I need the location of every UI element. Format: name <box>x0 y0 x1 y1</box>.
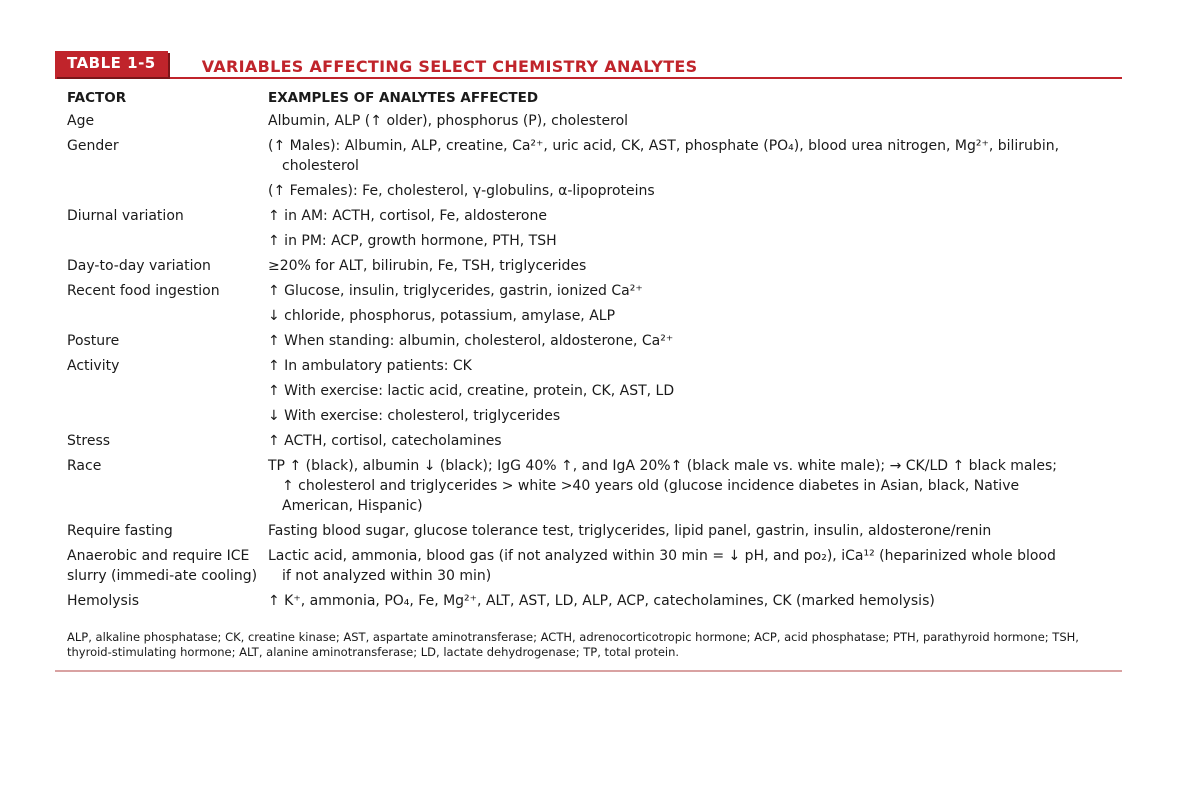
factor-column-header: FACTOR <box>67 90 127 106</box>
examples-cell <box>268 281 1068 331</box>
example-line: (↑ Males): Albumin, ALP, creatine, Ca²⁺, uric acid, CK, AST, phosphate (PO₄), blood urea nitrogen, Mg²⁺, bilirubin, cholesterol <box>268 138 1060 174</box>
examples-cell <box>268 546 1068 591</box>
example-line: ↑ K⁺, ammonia, PO₄, Fe, Mg²⁺, ALT, AST, LD, ALP, ACP, catecholamines, CK (marked hemolysis) <box>268 593 935 609</box>
bottom-divider <box>55 670 1122 672</box>
example-line: ↑ Glucose, insulin, triglycerides, gastrin, ionized Ca²⁺ <box>268 283 643 299</box>
example-line: ↓ chloride, phosphorus, potassium, amylase, ALP <box>268 308 616 324</box>
example-line: ↑ in PM: ACP, growth hormone, PTH, TSH <box>268 233 557 249</box>
examples-column-header-cell <box>268 88 1068 111</box>
example-line: ↑ With exercise: lactic acid, creatine, protein, CK, AST, LD <box>268 383 675 399</box>
examples-column-header: EXAMPLES OF ANALYTES AFFECTED <box>268 90 539 106</box>
examples-cell <box>268 331 1068 356</box>
factor-cell: Diurnal variation <box>67 208 184 224</box>
table-row <box>55 281 1122 331</box>
table-body <box>55 88 1122 616</box>
examples-cell <box>268 136 1068 206</box>
table-row <box>55 521 1122 546</box>
example-line: ↑ ACTH, cortisol, catecholamines <box>268 433 502 449</box>
factor-cell: Recent food ingestion <box>67 283 220 299</box>
factor-cell: Hemolysis <box>67 593 139 609</box>
table-row <box>55 591 1122 616</box>
table-footnote: ALP, alkaline phosphatase; CK, creatine kinase; AST, aspartate aminotransferase; ACTH, adrenocorticotropic hormone; ACP, acid phosphatase; PTH, parathyroid hormone; TSH, thyroid-stimulating hormone; ALT, alanine aminotransferase; LD, lactate dehydrogenase; TP, total protein. <box>67 630 1079 659</box>
factor-cell: Gender <box>67 138 119 154</box>
example-line: ≥20% for ALT, bilirubin, Fe, TSH, triglycerides <box>268 258 587 274</box>
examples-cell <box>268 591 1068 616</box>
factor-cell: Day-to-day variation <box>67 258 211 274</box>
table-row <box>55 136 1122 206</box>
table-row <box>55 206 1122 256</box>
table-row <box>55 546 1122 591</box>
examples-cell <box>268 356 1068 431</box>
example-line: ↑ In ambulatory patients: CK <box>268 358 472 374</box>
table-row <box>55 356 1122 431</box>
example-line: TP ↑ (black), albumin ↓ (black); IgG 40% ↑, and IgA 20%↑ (black male vs. white male); → CK/LD ↑ black males; ↑ cholesterol and triglycerides > white >40 years old (glucose incidence diabetes in Asian, black, Native American, Hispanic) <box>268 458 1058 514</box>
examples-cell <box>268 256 1068 281</box>
example-line: ↑ in AM: ACTH, cortisol, Fe, aldosterone <box>268 208 547 224</box>
examples-cell <box>268 206 1068 256</box>
factor-cell: Race <box>67 458 102 474</box>
table-title-bar <box>55 51 1122 79</box>
factor-cell: Age <box>67 113 95 129</box>
table-row <box>55 456 1122 521</box>
table-header-row <box>55 88 1122 111</box>
examples-cell <box>268 431 1068 456</box>
factor-cell: Require fasting <box>67 523 173 539</box>
factor-cell: Posture <box>67 333 120 349</box>
factor-cell: Anaerobic and require ICE slurry (immedi-ate cooling) <box>67 548 258 584</box>
table-row <box>55 431 1122 456</box>
examples-cell <box>268 521 1068 546</box>
table-container <box>55 51 1122 672</box>
table-row <box>55 256 1122 281</box>
table-number-label: TABLE 1-5 <box>55 51 168 77</box>
examples-cell <box>268 111 1068 136</box>
table-title: VARIABLES AFFECTING SELECT CHEMISTRY ANALYTES <box>201 57 698 76</box>
table-row <box>55 111 1122 136</box>
example-line: Fasting blood sugar, glucose tolerance test, triglycerides, lipid panel, gastrin, insulin, aldosterone/renin <box>268 523 992 539</box>
example-line: Albumin, ALP (↑ older), phosphorus (P), cholesterol <box>268 113 629 129</box>
table-row <box>55 331 1122 356</box>
factor-cell: Stress <box>67 433 111 449</box>
factor-cell: Activity <box>67 358 120 374</box>
example-line: (↑ Females): Fe, cholesterol, γ-globulins, α-lipoproteins <box>268 183 655 199</box>
examples-cell <box>268 456 1068 521</box>
example-line: Lactic acid, ammonia, blood gas (if not analyzed within 30 min = ↓ pH, and po₂), iCa¹² (heparinized whole blood if not analyzed within 30 min) <box>268 548 1056 584</box>
example-line: ↑ When standing: albumin, cholesterol, aldosterone, Ca²⁺ <box>268 333 674 349</box>
example-line: ↓ With exercise: cholesterol, triglycerides <box>268 408 561 424</box>
